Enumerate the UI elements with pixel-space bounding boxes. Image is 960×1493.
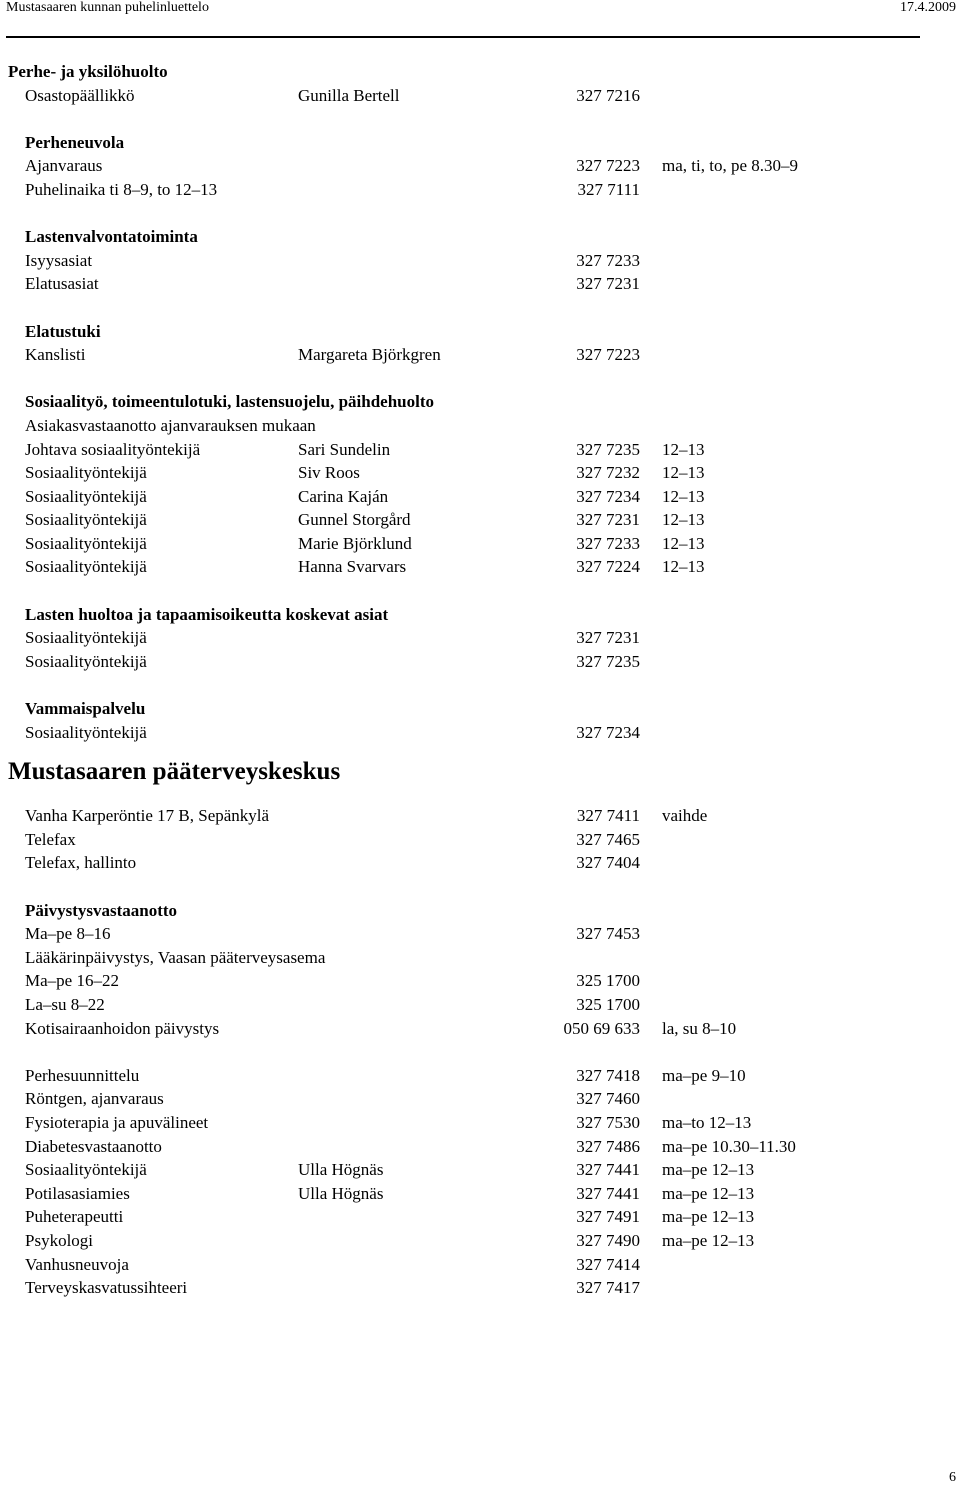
- entry-label: Potilasasiamies: [25, 1183, 130, 1203]
- phone-number: 327 7234: [576, 486, 640, 506]
- directory-row: [0, 555, 960, 579]
- entry-label: Telefax, hallinto: [25, 853, 137, 873]
- phone-number: 050 69 633: [563, 1018, 640, 1038]
- directory-row: [0, 1253, 960, 1277]
- spacer: [0, 107, 960, 131]
- phone-number: 327 7234: [576, 722, 640, 742]
- entry-label: Röntgen, ajanvaraus: [25, 1089, 164, 1109]
- entry-label: Sosiaalityöntekijä: [25, 651, 147, 671]
- directory-row: [0, 1182, 960, 1206]
- entry-label: Sosiaalityöntekijä: [25, 1160, 147, 1180]
- directory-row: [0, 485, 960, 509]
- phone-number: 327 7231: [576, 628, 640, 648]
- heading-text: Elatustuki: [25, 321, 101, 341]
- directory-row: [0, 1276, 960, 1300]
- hours-note: ma–pe 12–13: [662, 1183, 755, 1203]
- directory-row: [0, 1205, 960, 1229]
- entry-label: Vanha Karperöntie 17 B, Sepänkylä: [25, 806, 270, 826]
- entry-label: Puhelinaika ti 8–9, to 12–13: [25, 179, 218, 199]
- contact-name: Ulla Högnäs: [298, 1183, 384, 1203]
- phone-number: 327 7232: [576, 463, 640, 483]
- entry-label: Sosiaalityöntekijä: [25, 463, 147, 483]
- section-heading: [0, 697, 960, 721]
- directory-row: [0, 1111, 960, 1135]
- directory-row: [0, 1135, 960, 1159]
- entry-label: Ma–pe 16–22: [25, 971, 119, 991]
- section-heading: [0, 320, 960, 344]
- phone-number: 327 7486: [576, 1136, 640, 1156]
- directory-row: [0, 343, 960, 367]
- contact-name: Sari Sundelin: [298, 439, 391, 459]
- entry-label: Ma–pe 8–16: [25, 924, 111, 944]
- heading-text: Lasten huoltoa ja tapaamisoikeutta koskevat asiat: [25, 604, 389, 624]
- entry-label: Vanhusneuvoja: [25, 1254, 129, 1274]
- entry-label: Perhesuunnittelu: [25, 1065, 140, 1085]
- contact-name: Hanna Svarvars: [298, 557, 407, 577]
- phone-number: 327 7441: [576, 1183, 640, 1203]
- directory-row: [0, 626, 960, 650]
- contact-name: Gunilla Bertell: [298, 85, 400, 105]
- hours-note: ma–pe 12–13: [662, 1160, 755, 1180]
- entry-label: Ajanvaraus: [25, 156, 103, 176]
- directory-row: [0, 178, 960, 202]
- directory-row: [0, 272, 960, 296]
- contact-name: Ulla Högnäs: [298, 1160, 384, 1180]
- entry-label: Fysioterapia ja apuvälineet: [25, 1112, 209, 1132]
- spacer: [0, 875, 960, 899]
- directory-row: [0, 650, 960, 674]
- directory-row: [0, 804, 960, 828]
- hours-note: ma, ti, to, pe 8.30–9: [662, 156, 798, 176]
- spacer: [0, 579, 960, 603]
- phone-number: 327 7216: [576, 85, 640, 105]
- directory-row: [0, 922, 960, 946]
- directory-row: [0, 721, 960, 745]
- entry-label: Puheterapeutti: [25, 1207, 124, 1227]
- phone-number: 327 7223: [576, 345, 640, 365]
- directory-row: [0, 1064, 960, 1088]
- directory-row: [0, 461, 960, 485]
- entry-label: Elatusasiat: [25, 274, 99, 294]
- phone-number: 327 7223: [576, 156, 640, 176]
- directory-row: [0, 946, 960, 970]
- phone-number: 327 7235: [576, 651, 640, 671]
- directory-row: [0, 154, 960, 178]
- document-header-date: 17.4.2009: [900, 0, 956, 15]
- directory-row: [0, 969, 960, 993]
- entry-label: Isyysasiat: [25, 250, 93, 270]
- phone-number: 327 7233: [576, 250, 640, 270]
- phone-number: 327 7414: [576, 1254, 640, 1274]
- directory-row: [0, 532, 960, 556]
- phone-number: 327 7235: [576, 439, 640, 459]
- heading-text: Lastenvalvontatoiminta: [25, 227, 198, 247]
- heading-text: Sosiaalityö, toimeentulotuki, lastensuojelu, päihdehuolto: [25, 392, 435, 412]
- directory-row: [0, 1087, 960, 1111]
- directory-row: [0, 1017, 960, 1041]
- social-services-section: [0, 60, 960, 744]
- directory-row: [0, 508, 960, 532]
- heading-text: Päivystysvastaanotto: [25, 900, 178, 920]
- hours-note: ma–pe 12–13: [662, 1230, 755, 1250]
- hours-note: 12–13: [662, 533, 705, 553]
- section-heading: [0, 60, 960, 84]
- hours-note: 12–13: [662, 557, 705, 577]
- document-header-title: Mustasaaren kunnan puhelinluettelo: [6, 0, 209, 15]
- entry-label: Sosiaalityöntekijä: [25, 628, 147, 648]
- section-heading: [0, 131, 960, 155]
- entry-label: Sosiaalityöntekijä: [25, 722, 147, 742]
- contact-name: Siv Roos: [298, 463, 360, 483]
- phone-number: 325 1700: [576, 971, 640, 991]
- phone-number: 327 7465: [576, 829, 640, 849]
- hours-note: ma–pe 12–13: [662, 1207, 755, 1227]
- hours-note: ma–pe 9–10: [662, 1065, 746, 1085]
- entry-label: Kanslisti: [25, 345, 86, 365]
- directory-row: [0, 249, 960, 273]
- entry-label: Lääkärinpäivystys, Vaasan pääterveysasema: [25, 947, 326, 967]
- section-heading: [0, 899, 960, 923]
- phone-number: 327 7233: [576, 533, 640, 553]
- phone-number: 327 7530: [576, 1112, 640, 1132]
- health-center-title-block: [0, 744, 960, 804]
- directory-row: [0, 414, 960, 438]
- phone-number: 327 7441: [576, 1160, 640, 1180]
- entry-label: Johtava sosiaalityöntekijä: [25, 439, 201, 459]
- health-center-section: [0, 804, 960, 1299]
- section-heading: [0, 603, 960, 627]
- phone-number: 327 7490: [576, 1230, 640, 1250]
- phone-number: 327 7231: [576, 510, 640, 530]
- phone-number: 327 7453: [576, 924, 640, 944]
- hours-note: la, su 8–10: [662, 1018, 737, 1038]
- hours-note: 12–13: [662, 486, 705, 506]
- section-heading: [0, 390, 960, 414]
- health-center-title: Mustasaaren pääterveyskeskus: [8, 758, 341, 786]
- contact-name: Carina Kaján: [298, 486, 389, 506]
- directory-row: [0, 828, 960, 852]
- phone-number: 327 7418: [576, 1065, 640, 1085]
- heading-text: Perheneuvola: [25, 132, 125, 152]
- hours-note: vaihde: [662, 806, 708, 826]
- entry-label: Sosiaalityöntekijä: [25, 557, 147, 577]
- directory-row: [0, 1229, 960, 1253]
- hours-note: 12–13: [662, 439, 705, 459]
- phone-number: 327 7404: [576, 853, 640, 873]
- entry-label: Telefax: [25, 829, 76, 849]
- heading-text: Vammaispalvelu: [25, 699, 146, 719]
- phone-number: 327 7411: [576, 806, 640, 826]
- heading-text: Perhe- ja yksilöhuolto: [8, 62, 168, 81]
- entry-label: Osastopäällikkö: [25, 85, 135, 105]
- spacer: [0, 673, 960, 697]
- spacer: [0, 202, 960, 226]
- entry-label: Sosiaalityöntekijä: [25, 510, 147, 530]
- contact-name: Marie Björklund: [298, 533, 412, 553]
- contact-name: Gunnel Storgård: [298, 510, 411, 530]
- section-heading: [0, 225, 960, 249]
- entry-label: Sosiaalityöntekijä: [25, 533, 147, 553]
- page-number: 6: [949, 1470, 956, 1485]
- phone-number: 327 7231: [576, 274, 640, 294]
- spacer: [0, 296, 960, 320]
- phone-number: 327 7417: [576, 1278, 640, 1298]
- hours-note: 12–13: [662, 510, 705, 530]
- phone-number: 327 7491: [576, 1207, 640, 1227]
- directory-row: [0, 851, 960, 875]
- directory-content: [0, 60, 960, 1300]
- phone-number: 327 7224: [576, 557, 640, 577]
- hours-note: ma–to 12–13: [662, 1112, 752, 1132]
- entry-label: Sosiaalityöntekijä: [25, 486, 147, 506]
- entry-label: Asiakasvastaanotto ajanvarauksen mukaan: [25, 415, 316, 435]
- spacer: [0, 1040, 960, 1064]
- entry-label: Psykologi: [25, 1230, 94, 1250]
- directory-row: [0, 438, 960, 462]
- directory-row: [0, 1158, 960, 1182]
- directory-row: [0, 993, 960, 1017]
- entry-label: Terveyskasvatussihteeri: [25, 1278, 188, 1298]
- contact-name: Margareta Björkgren: [298, 345, 441, 365]
- phone-number: 325 1700: [576, 994, 640, 1014]
- hours-note: 12–13: [662, 463, 705, 483]
- hours-note: ma–pe 10.30–11.30: [662, 1136, 796, 1156]
- entry-label: La–su 8–22: [25, 994, 105, 1014]
- entry-label: Kotisairaanhoidon päivystys: [25, 1018, 220, 1038]
- phone-number: 327 7460: [576, 1089, 640, 1109]
- spacer: [0, 367, 960, 391]
- directory-row: [0, 84, 960, 108]
- phone-number: 327 7111: [577, 179, 640, 199]
- header-divider: [6, 36, 920, 38]
- entry-label: Diabetesvastaanotto: [25, 1136, 162, 1156]
